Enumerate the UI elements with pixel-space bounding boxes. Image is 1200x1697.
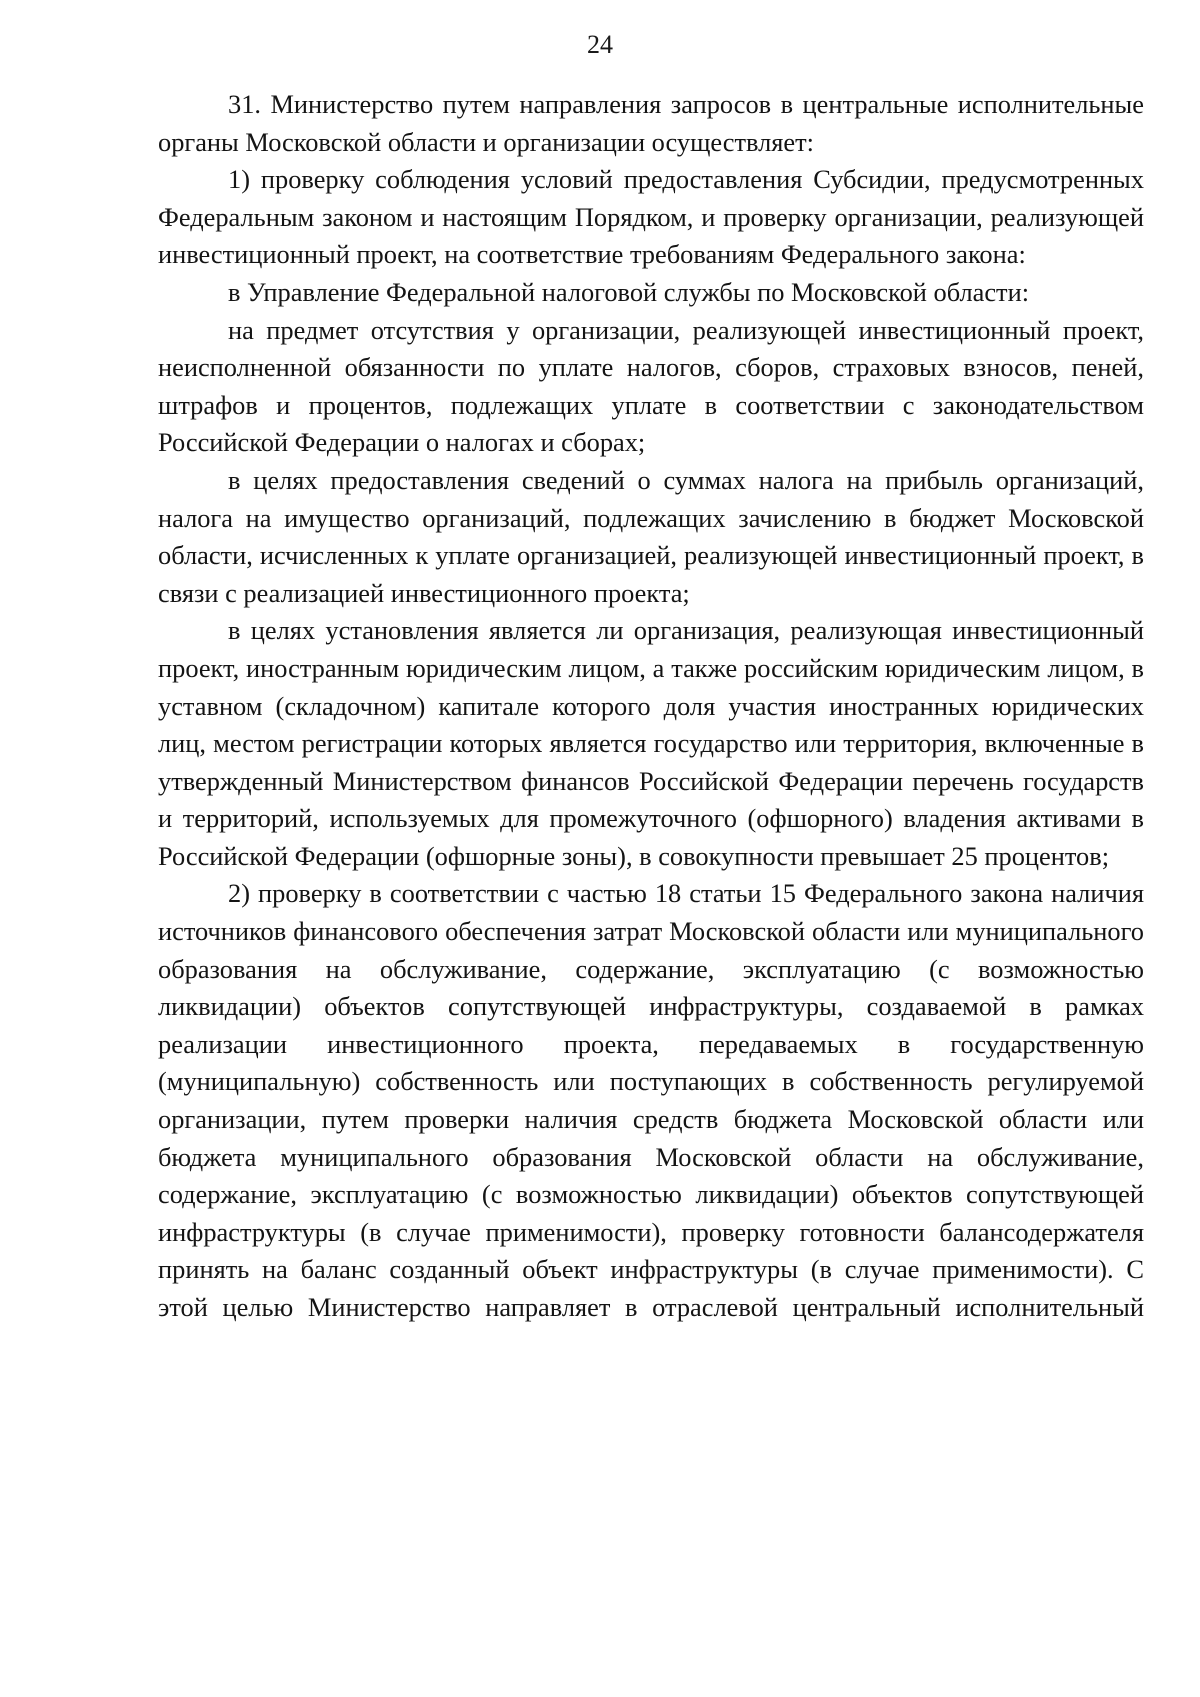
paragraph-tax-service: в Управление Федеральной налоговой службы по Московской области:: [228, 276, 1030, 307]
paragraph-foreign-entity: в целях установления является ли организация, реализующая инвестиционный проект, иностранным юридическим лицом, а также российским юридическим лицом, в уставном (складочном) капитале которого доля участия иностранных юридических лиц, местом регистрации которых является государство или территория, включенные в утвержденный Министерством финансов Российской Федерации перечень государств и территорий, используемых для промежуточного (офшорного) владения активами в Российской Федерации (офшорные зоны), в совокупности превышает 25 процентов;: [158, 615, 1144, 871]
paragraph-tax-amounts: в целях предоставления сведений о суммах налога на прибыль организаций, налога на имущество организаций, подлежащих зачислению в бюджет Московской области, исчисленных к уплате организацией, реализующей инвестиционный проект, в связи с реализацией инвестиционного проекта;: [158, 464, 1144, 608]
paragraph-subitem-2: 2) проверку в соответствии с частью 18 статьи 15 Федерального закона наличия источников финансового обеспечения затрат Московской области или муниципального образования на обслуживание, содержание, эксплуатацию (с возможностью ликвидации) объектов сопутствующей инфраструктуры, создаваемой в рамках реализации инвестиционного проекта, передаваемых в государственную (муниципальную) собственность или поступающих в собственность регулируемой организации, путем проверки наличия средств бюджета Московской области или бюджета муниципального образования Московской области на обслуживание, содержание, эксплуатацию (с возможностью ликвидации) объектов сопутствующей инфраструктуры (в случае применимости), проверку готовности балансодержателя принять на баланс созданный объект инфраструктуры (в случае применимости). С этой целью Министерство направляет в отраслевой центральный исполнительный: [158, 878, 1144, 1322]
paragraph-tax-debt: на предмет отсутствия у организации, реализующей инвестиционный проект, неисполненной обязанности по уплате налогов, сборов, страховых взносов, пеней, штрафов и процентов, подлежащих уплате в соответствии с законодательством Российской Федерации о налогах и сборах;: [158, 314, 1144, 458]
page-number: 24: [587, 30, 613, 59]
paragraph-subitem-1: 1) проверку соблюдения условий предоставления Субсидии, предусмотренных Федеральным законом и настоящим Порядком, и проверку организации, реализующей инвестиционный проект, на соответствие требованиям Федерального закона:: [158, 164, 1144, 270]
document-body: [158, 86, 1144, 1327]
paragraph-item-31: 31. Министерство путем направления запросов в центральные исполнительные органы Московской области и организации осуществляет:: [158, 89, 1144, 157]
